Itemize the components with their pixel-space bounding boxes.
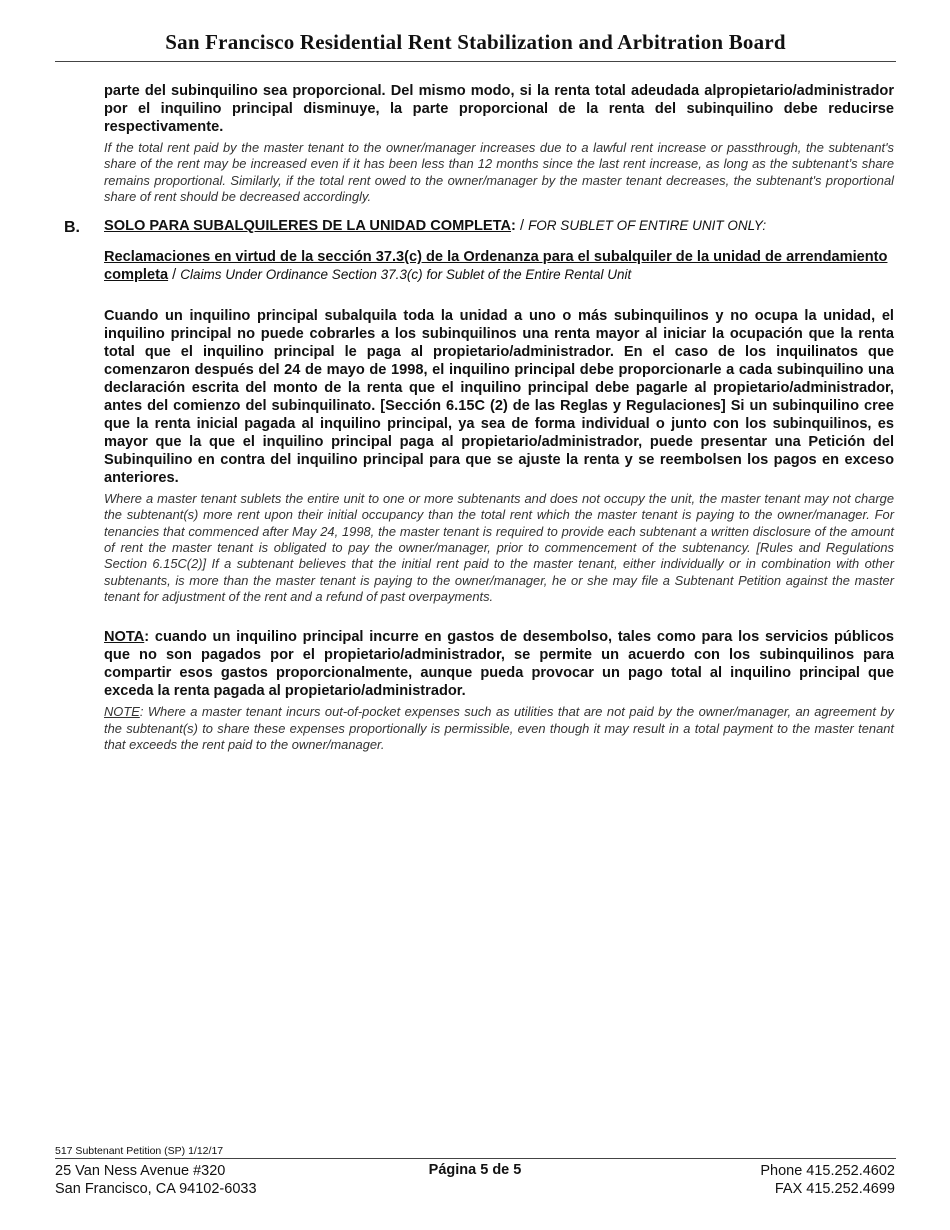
document-body [104, 82, 894, 753]
para2-spanish: Cuando un inquilino principal subalquila toda la unidad a uno o más subinquilinos y no ocupa la unidad, el inquilino principal no puede cobrarles a los subinquilinos una renta mayor al iniciar la ocupación que la renta total que el inquilino principal le paga al propietario/administrador. En el caso de los inquilinatos que comenzaron después del 24 de mayo de 1998, el inquilino principal debe proporcionarle a cada subinquilino una declaración escrita del monto de la renta que el inquilino principal debe pagarle al propietario/administrador, antes del comienzo del subinquilinato. [Sección 6.15C (2) de las Reglas y Regulaciones] Si un subinquilino cree que la renta inicial pagada al inquilino principal, ya sea de forma individual o junto con los subinquilinos, es mayor que la que el inquilino principal paga al propietario/administrador, puede presentar una Petición del Subinquilino en contra del inquilino principal para que se ajuste la renta y se reembolsen los pagos en exceso anteriores. [104, 308, 894, 487]
section-letter: B. [64, 219, 80, 236]
note-label-en: NOTE [104, 704, 140, 720]
section-b-heading-en: FOR SUBLET OF ENTIRE UNIT ONLY: [528, 218, 767, 234]
note-english [104, 704, 894, 753]
footer-contact [760, 1162, 895, 1198]
para2-english: Where a master tenant sublets the entire unit to one or more subtenants and does not occupy the unit, the master tenant may not charge the subtenant(s) more rent upon their initial occupancy than the total rent which the master tenant is paying to the owner/manager. For tenancies that commenced after May 24, 1998, the master tenant is required to provide each subtenant a written disclosure of the amount of rent the master tenant is obligated to pay the owner/manager, prior to commencement of the subtenancy. [Rules and Regulations Section 6.15C(2)] If a subtenant believes that the initial rent paid to the master tenant, either individually or in combination with other subtenants, is more than the master tenant is paying to the owner/manager, he or she may file a Subtenant Petition against the master tenant for adjustment of the rent and a refund of past overpayments. [104, 491, 894, 604]
note-text-en: : Where a master tenant incurs out-of-pocket expenses such as utilities that are not paid by the owner/manager, an agreement by the subtenant(s) to share these expenses proportionally is permissible, even though it may result in a total payment to the master tenant that exceeds the rent paid to the owner/manager. [104, 704, 894, 752]
para1-english: If the total rent paid by the master tenant to the owner/manager increases due to a lawful rent increase or passthrough, the subtenant's share of the rent may be increased even if it has been less than 12 months since the last rent increase, as long as the subtenant’s share remains proportional. Similarly, if the total rent owed to the owner/manager by the master tenant decreases, the subtenant's proportional share of rent should be decreased accordingly. [104, 140, 894, 204]
address-line-2: San Francisco, CA 94102-6033 [55, 1181, 257, 1197]
note-spanish [104, 628, 894, 700]
section-b-heading [104, 217, 894, 235]
fax-number: FAX 415.252.4699 [774, 1181, 895, 1197]
page-header-title: San Francisco Residential Rent Stabilization and Arbitration Board [165, 30, 786, 54]
header-divider [55, 61, 896, 62]
footer-divider [55, 1158, 896, 1159]
page-number: Página 5 de 5 [428, 1162, 522, 1178]
address-line-1: 25 Van Ness Avenue #320 [55, 1163, 226, 1179]
form-code: 517 Subtenant Petition (SP) 1/12/17 [55, 1145, 224, 1157]
note-text-es: : cuando un inquilino principal incurre en gastos de desembolso, tales como para los servicios públicos que no son pagados por el propietario/administrador, se permite un acuerdo con los subinquilinos para compartir esos gastos proporcionalmente, aunque pueda provocar un pago total al inquilino principal que exceda la renta pagada al propietario/administrador. [104, 629, 894, 700]
para1-spanish: parte del subinquilino sea proporcional. Del mismo modo, si la renta total adeudada alpropietario/administrador por el inquilino principal disminuye, la parte proporcional de la renta del subinquilino debe reducirse respectivamente. [104, 83, 894, 135]
section-b-heading-sep: / [515, 218, 529, 235]
section-b-subheading-es: Reclamaciones en virtud de la sección 37.3(c) de la Ordenanza para el subalquiler de la unidad de arrendamiento completa [104, 249, 888, 284]
section-b-heading-colon: : [511, 218, 516, 235]
section-b-subheading-sep: / [168, 267, 181, 284]
section-b-heading-es: SOLO PARA SUBALQUILERES DE LA UNIDAD COMPLETA [104, 218, 512, 235]
phone-number: Phone 415.252.4602 [760, 1163, 895, 1179]
note-label-es: NOTA [104, 629, 145, 646]
section-b-subheading [104, 248, 894, 284]
section-b-subheading-en: Claims Under Ordinance Section 37.3(c) for Sublet of the Entire Rental Unit [180, 267, 632, 283]
